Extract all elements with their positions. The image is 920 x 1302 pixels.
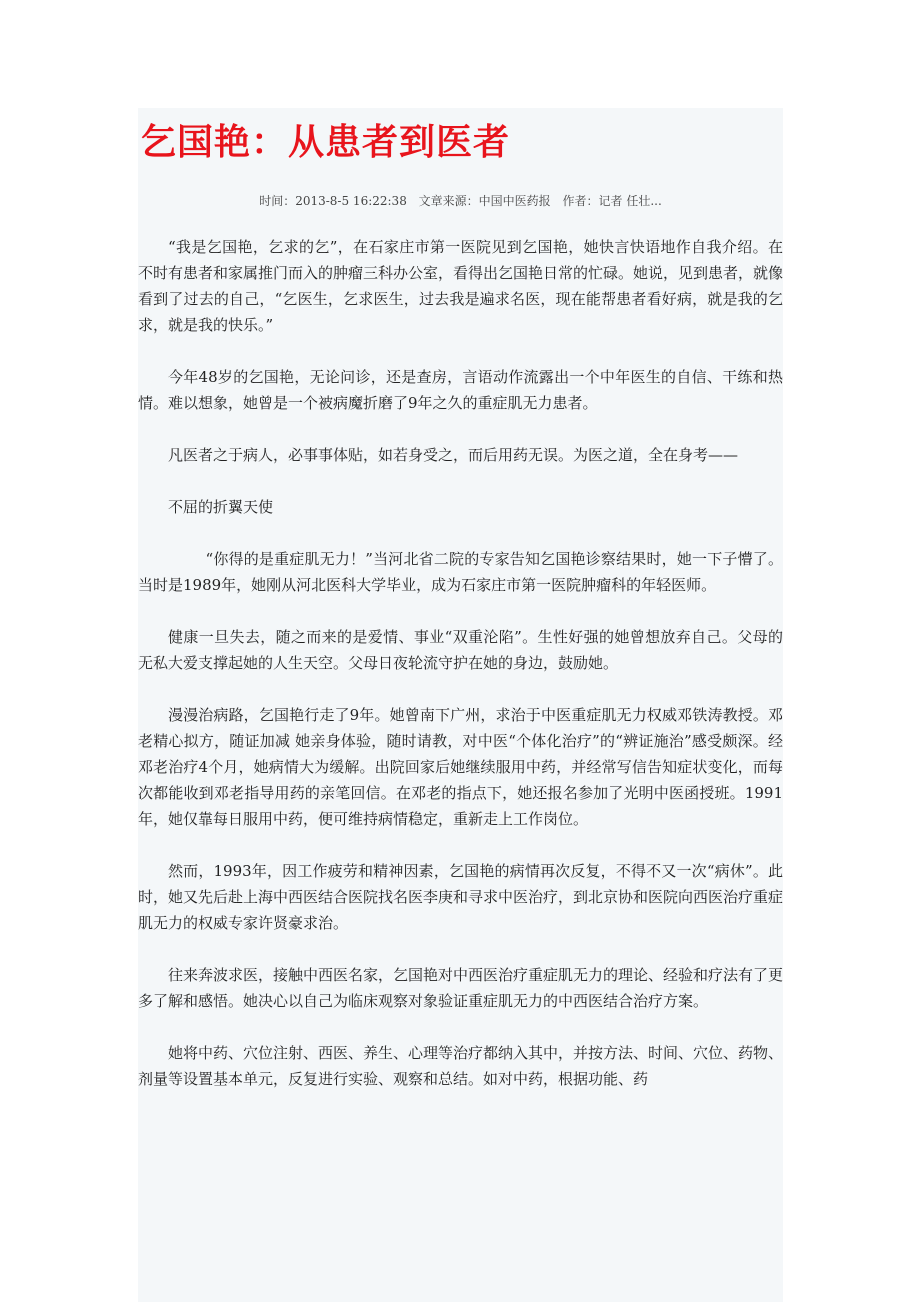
paragraph-2: 今年48岁的乞国艳，无论问诊，还是查房，言语动作流露出一个中年医生的自信、干练和热情。难以想象，她曾是一个被病魔折磨了9年之久的重症肌无力患者。 — [138, 368, 783, 412]
article-author: 作者：记者 任壮... — [562, 194, 662, 208]
paragraph-1: “我是乞国艳，乞求的乞”，在石家庄市第一医院见到乞国艳，她快言快语地作自我介绍。在不时有患者和家属推门而入的肿瘤三科办公室，看得出乞国艳日常的忙碌。她说，见到患者，就像看到了过去的自己，“乞医生，乞求医生，过去我是遍求名医，现在能帮患者看好病，就是我的乞求，就是我的快乐。” — [138, 238, 784, 334]
article-source: 文章来源：中国中医药报 — [418, 194, 551, 208]
article-time: 时间：2013-8-5 16:22:38 — [259, 194, 407, 208]
article-title: 乞国艳：从患者到医者 — [140, 122, 511, 163]
section-heading: 不屈的折翼天使 — [168, 498, 274, 516]
paragraph-6: 漫漫治病路，乞国艳行走了9年。她曾南下广州，求治于中医重症肌无力权威邓铁涛教授。邓老精心拟方，随证加减 她亲身体验，随时请教，对中医“个体化治疗”的“辨证施治”感受颇深。经邓老治疗4个月，她病情大为缓解。出院回家后她继续服用中药，并经常写信告知症状变化，而每次都能收到邓老指导用药的亲笔回信。在邓老的指点下，她还报名参加了光明中医函授班。1991年，她仅靠每日服用中药，便可维持病情稳定，重新走上工作岗位。 — [138, 706, 783, 828]
paragraph-7: 然而，1993年，因工作疲劳和精神因素，乞国艳的病情再次反复，不得不又一次“病休”。此时，她又先后赴上海中西医结合医院找名医李庚和寻求中医治疗，到北京协和医院向西医治疗重症肌无力的权威专家许贤豪求治。 — [138, 862, 784, 932]
article-panel — [138, 108, 783, 1302]
paragraph-4: “你得的是重症肌无力！”当河北省二院的专家告知乞国艳诊察结果时，她一下子懵了。当时是1989年，她刚从河北医科大学毕业，成为石家庄市第一医院肿瘤科的年轻医师。 — [138, 550, 783, 594]
article-body — [138, 234, 783, 1118]
paragraph-5: 健康一旦失去，随之而来的是爱情、事业“双重沦陷”。生性好强的她曾想放弃自己。父母的无私大爱支撑起她的人生天空。父母日夜轮流守护在她的身边，鼓励她。 — [138, 628, 783, 672]
paragraph-8: 往来奔波求医，接触中西医名家，乞国艳对中西医治疗重症肌无力的理论、经验和疗法有了更多了解和感悟。她决心以自己为临床观察对象验证重症肌无力的中西医结合治疗方案。 — [138, 966, 784, 1010]
paragraph-3: 凡医者之于病人，必事事体贴，如若身受之，而后用药无误。为医之道，全在身考—— — [168, 446, 739, 464]
article-meta — [138, 192, 783, 209]
paragraph-9: 她将中药、穴位注射、西医、养生、心理等治疗都纳入其中，并按方法、时间、穴位、药物、剂量等设置基本单元，反复进行实验、观察和总结。如对中药，根据功能、药 — [138, 1044, 784, 1088]
